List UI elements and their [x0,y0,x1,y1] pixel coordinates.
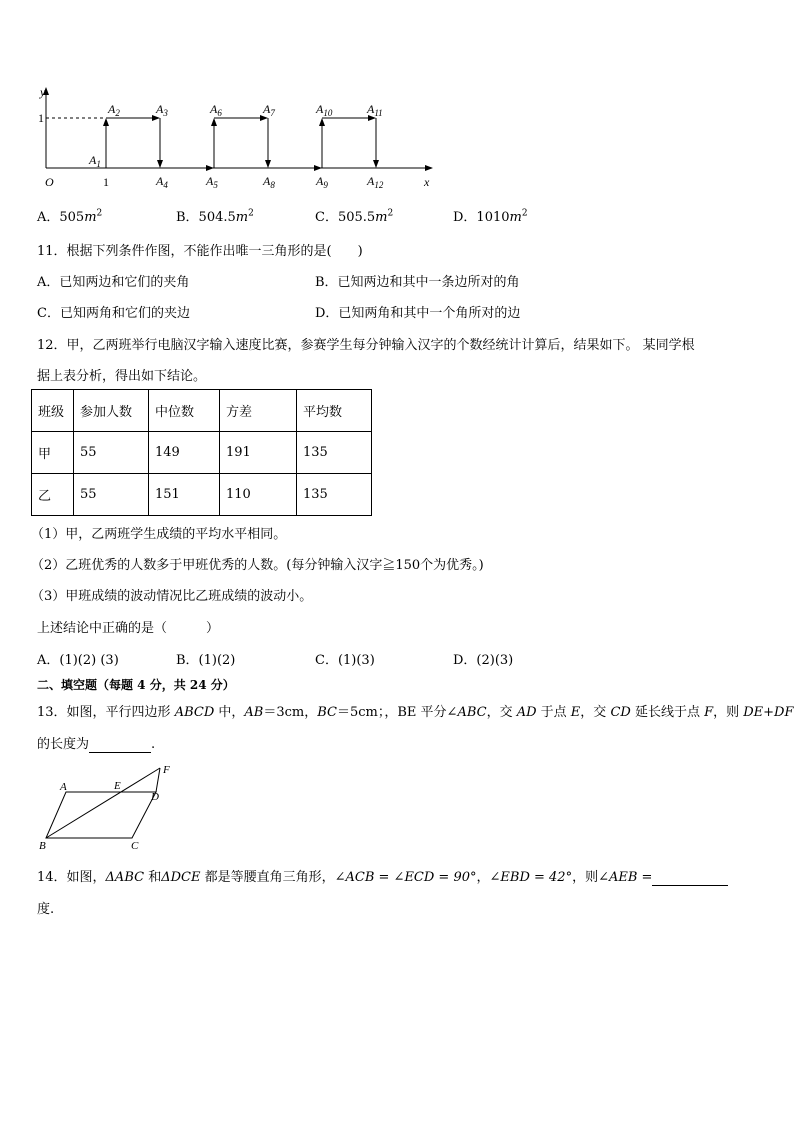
q12-question: 上述结论中正确的是（ ） [37,621,220,636]
svg-text:A3: $A_3$ [156,102,168,118]
point-label-a7: A [263,102,271,116]
vertex-label-d: D [151,791,159,803]
point-label-a12: A [367,174,375,188]
point-label-a4: A [156,174,164,188]
q13-stem-line1: 13．如图，平行四边形 ABCD 中，AB＝3cm，BC＝5cm；，BE 平分∠ABC，交 AD 于点 E，交 CD 延长线于点 F，则 DE+DF [37,705,794,720]
svg-text:A7: $A_7$ [263,102,275,118]
vertex-label-f: F [163,764,170,776]
table-row [32,432,372,474]
point-label-a1: A [89,153,97,167]
q10-option-a[interactable]: A．$505m^2$ [37,208,103,225]
svg-text:A10: $A_{10}$ [316,102,333,118]
q12-option-b[interactable]: B．(1)(2) [176,653,236,668]
table-cell: 135 [297,432,372,474]
q12-statement-3: （3）甲班成绩的波动情况比乙班成绩的波动小。 [31,589,313,604]
x-tick-label: 1 [103,175,109,189]
q12-stem-line1: 12．甲，乙两班举行电脑汉字输入速度比赛，参赛学生每分钟输入汉字的个数经统计计算后，结果如下。 某同学根 [37,338,695,353]
table-cell: 55 [74,432,149,474]
table-row [32,474,372,516]
point-label-a6: A [210,102,218,116]
q12-statement-2: （2）乙班优秀的人数多于甲班优秀的人数。(每分钟输入汉字≧150个为优秀。) [31,558,484,573]
table-header: 平均数 [297,390,372,432]
q11-option-d[interactable]: D．已知两角和其中一个角所对的边 [315,306,521,321]
point-label-a3: A [156,102,164,116]
y-tick-label: 1 [38,111,44,125]
point-label-a8: A [263,174,271,188]
svg-text:A8: $A_8$ [263,174,275,190]
table-cell: 乙 [32,474,74,516]
point-label-a10: A [316,102,324,116]
coordinate-graph [30,82,450,194]
table-cell: 191 [220,432,297,474]
section-title: 二、填空题（每题 4 分，共 24 分） [37,678,235,692]
score-table [31,389,372,516]
table-cell: 151 [149,474,220,516]
q11-option-b[interactable]: B．已知两边和其中一条边所对的角 [315,275,520,290]
q12-stem-line2: 据上表分析，得出如下结论。 [37,369,207,384]
table-header: 参加人数 [74,390,149,432]
table-cell: 110 [220,474,297,516]
q11-stem: 11．根据下列条件作图，不能作出唯一三角形的是( ) [37,244,363,259]
q11-option-c[interactable]: C．已知两角和它们的夹边 [37,306,190,321]
q14-stem-line2: 度. [37,902,55,917]
svg-text:A1: $A_1$ [89,153,101,169]
q11-option-a[interactable]: A．已知两边和它们的夹角 [37,275,190,290]
table-cell: 149 [149,432,220,474]
q12-option-c[interactable]: C．(1)(3) [315,653,375,668]
answer-blank[interactable] [652,870,728,886]
vertex-label-a: A [60,781,67,793]
table-header: 方差 [220,390,297,432]
parallelogram-figure [36,762,176,854]
q14-stem-line1: 14．如图，ΔABC 和ΔDCE 都是等腰直角三角形，∠ACB = ∠ECD = 90°，∠EBD = 42°，则∠AEB = [37,866,728,886]
q10-option-d[interactable]: D．$1010m^2$ [453,208,528,225]
vertex-label-c: C [131,840,139,852]
answer-blank[interactable] [89,737,151,753]
table-cell: 甲 [32,432,74,474]
q12-option-d[interactable]: D．(2)(3) [453,653,514,668]
table-header-row [32,390,372,432]
point-label-a11: A [367,102,375,116]
table-cell: 135 [297,474,372,516]
q10-option-b[interactable]: B．$504.5m^2$ [176,208,254,225]
vertex-label-b: B [39,840,46,852]
x-axis-label: x [424,175,430,189]
y-axis-label: y [40,85,46,99]
q12-statement-1: （1）甲，乙两班学生成绩的平均水平相同。 [31,527,287,542]
svg-text:A9: $A_9$ [316,174,328,190]
table-header: 班级 [32,390,74,432]
origin-label: O [45,175,54,189]
q10-option-c[interactable]: C．$505.5m^2$ [315,208,394,225]
svg-text:A11: $A_{11}$ [367,102,383,118]
svg-text:A5: $A_5$ [206,174,218,190]
vertex-label-e: E [114,780,121,792]
svg-text:A2: $A_2$ [108,102,120,118]
svg-text:A6: $A_6$ [210,102,222,118]
svg-text:A12: $A_{12}$ [367,174,384,190]
svg-text:A4: $A_4$ [156,174,168,190]
q12-option-a[interactable]: A．(1)(2) (3) [37,653,119,668]
point-label-a9: A [316,174,324,188]
q13-stem-line2: 的长度为 . [37,737,156,752]
point-label-a5: A [206,174,214,188]
table-cell: 55 [74,474,149,516]
point-label-a2: A [108,102,116,116]
table-header: 中位数 [149,390,220,432]
